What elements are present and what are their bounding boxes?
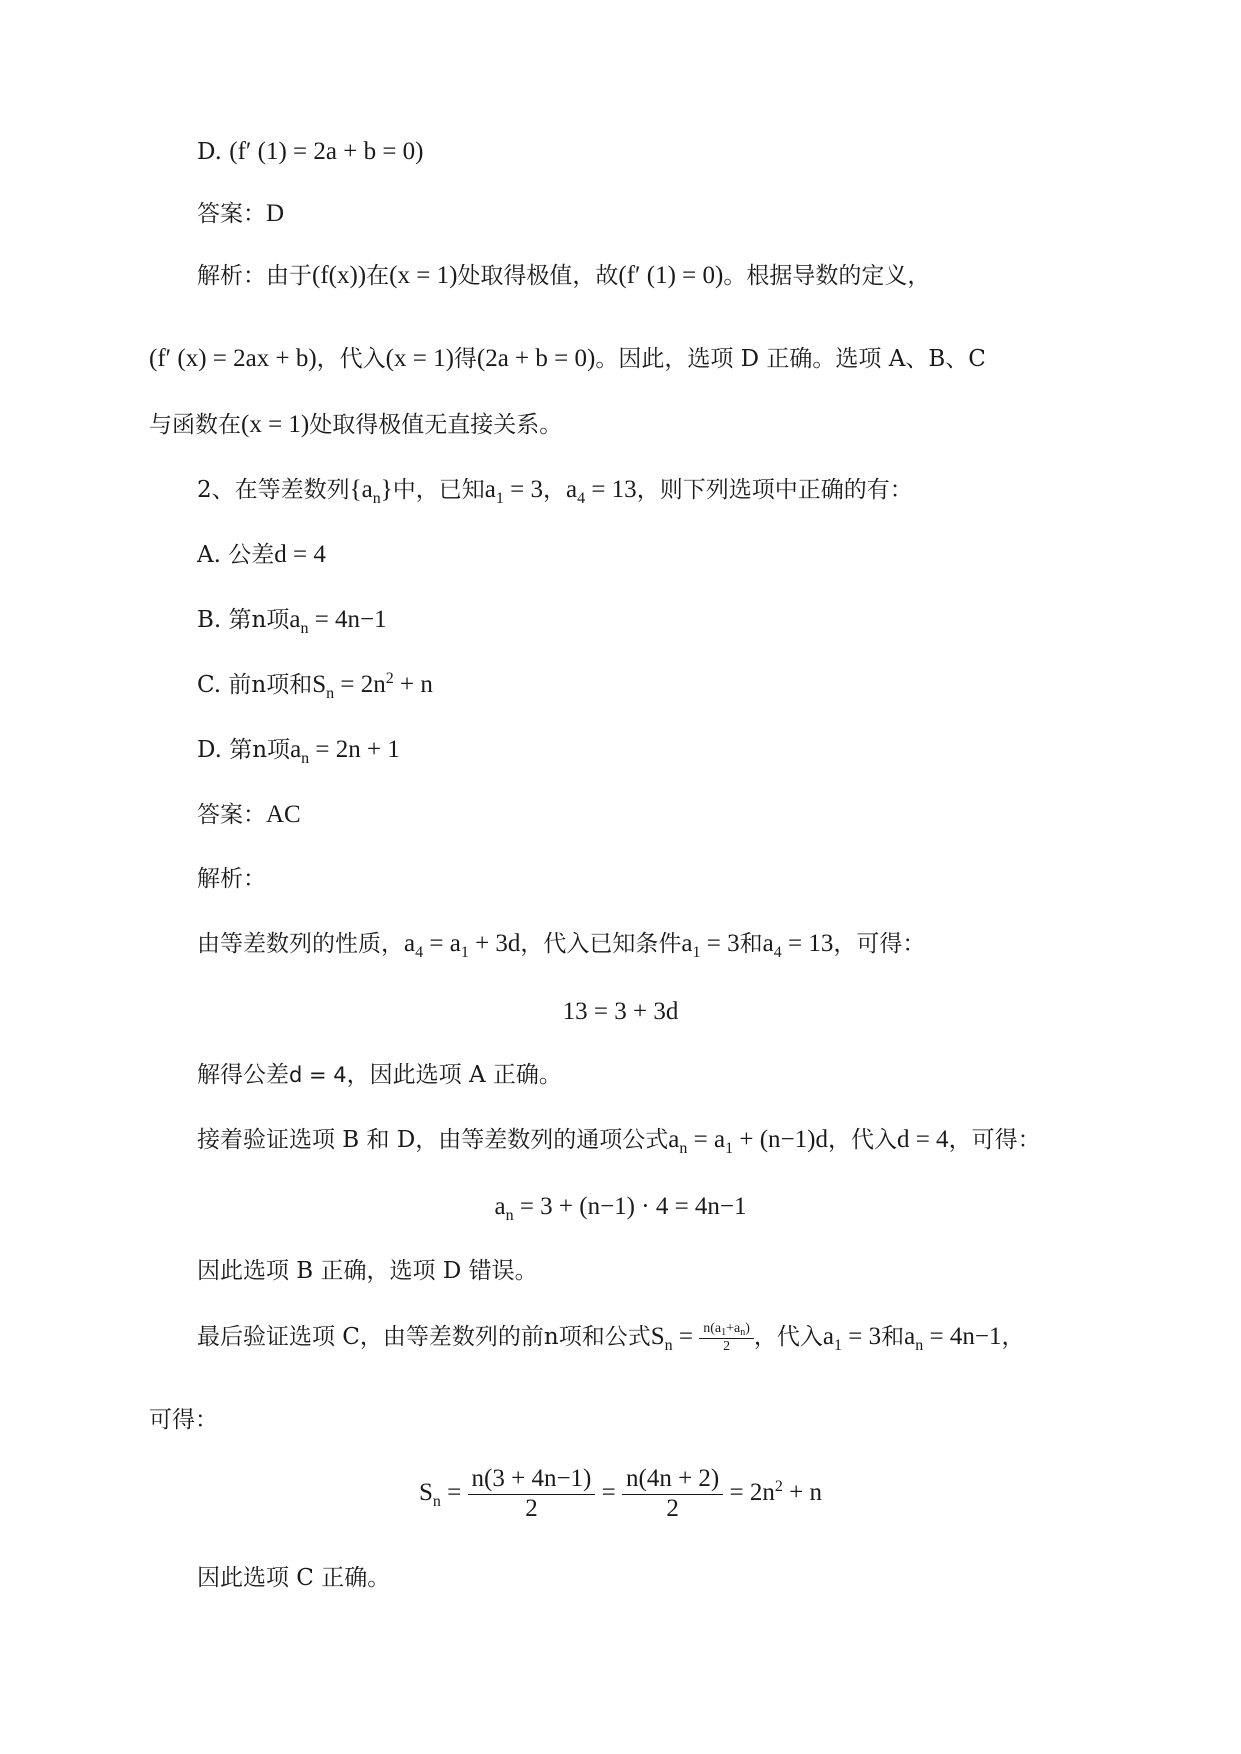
text: 中，已知 [392,477,485,503]
math: (x = 1) [389,262,458,289]
text: ， [542,477,566,503]
option-label: D. 第n项 [197,737,291,763]
fraction-numerator: n(4n + 2) [622,1465,723,1495]
math-part: = a [687,1126,726,1153]
math [822,1323,882,1354]
math-part: a [565,476,578,503]
math-part: = 4n−1 [308,606,387,633]
math-part: = a [423,930,461,957]
equation-3 [0,1465,1241,1524]
text: 与函数在 [149,412,241,438]
equation-text: 13 = 3 + 3d [562,998,679,1025]
text: 处取得极值，故 [457,263,619,289]
option-expr: (f′ (1) = 2a + b = 0) [229,138,424,165]
math-part: a [822,1323,835,1350]
q1-explanation-line3 [149,408,562,442]
math-part: = 2n [334,671,386,698]
option-label: A. 公差 [197,542,275,568]
fraction [699,1321,754,1354]
q2-option-a [197,538,326,572]
math: d = 4 [896,1126,949,1153]
math-part: a [681,930,693,957]
answer-label: 答案： [197,201,266,227]
math [668,1126,828,1157]
q2-stem [197,473,913,507]
subscript: 1 [721,1327,727,1339]
subscript: n [432,1492,441,1510]
math-part: = [595,1478,622,1506]
math-part: a [668,1126,680,1153]
q1-answer [197,197,284,231]
text: ，可得： [833,931,926,957]
math [650,1323,700,1354]
math [904,1323,1002,1354]
text: ，代入 [753,1324,823,1350]
math-part: = 3 [503,476,543,503]
option-expr [290,736,400,767]
subscript: 4 [415,944,424,961]
math-part: = 2n + 1 [309,736,400,763]
subscript: n [372,490,381,507]
subscript: n [301,750,310,767]
q2-paragraph-1 [197,927,925,961]
math-part: = 13 [585,476,637,503]
option-label: D. [197,139,222,165]
q2-paragraph-2 [197,1058,562,1092]
q2-option-d [197,733,400,767]
text: 和 [739,931,763,957]
text: 得 [453,346,477,372]
fraction-denominator: 2 [525,1494,538,1522]
math: (x = 1) [241,411,310,438]
q2-analysis-label [197,862,266,896]
text: 。根据导数的定义， [723,263,931,289]
superscript: 2 [385,670,394,687]
text: 由等差数列的性质， [197,931,404,957]
math: (f′ (x) = 2ax + b) [149,345,317,372]
math-part: S [650,1323,665,1350]
text: ， [1001,1324,1025,1350]
math [484,476,543,507]
text: ，代入已知条件 [520,931,682,957]
q2-option-c [197,668,433,702]
q1-explanation-line1 [197,259,930,293]
subscript: n [679,1140,688,1157]
text: ，因此选项 A 正确。 [346,1062,562,1088]
subscript: n [326,685,335,702]
fraction-numerator: n(3 + 4n−1) [468,1465,596,1495]
q2-paragraph-4 [197,1254,538,1288]
answer-value: AC [266,801,301,828]
option-expr [312,670,433,702]
math [681,930,740,961]
fraction [468,1465,596,1524]
text: 最后验证选项 C，由等差数列的前n项和公式 [197,1324,651,1350]
text: ，可得： [948,1127,1041,1153]
math-part: = 2n [723,1478,775,1506]
math-part: + n [782,1478,822,1506]
math-part: ) [745,1321,750,1337]
math-part: = 3 + (n−1) · 4 = 4n−1 [513,1193,747,1220]
text: 解析：由于 [197,263,312,289]
math [404,930,521,961]
subscript: n [505,1207,514,1224]
q2-paragraph-3 [197,1123,1041,1157]
q2-answer [197,798,301,832]
math-part: = [672,1323,700,1350]
text: 可得： [149,1407,218,1433]
math [762,930,834,961]
fraction-denominator: 2 [666,1494,679,1522]
text: 解析： [197,866,266,892]
subscript: n [664,1337,673,1354]
math [565,476,637,507]
math-part: a [904,1323,916,1350]
math-part: + n [393,671,433,698]
fraction-denominator: 2 [723,1338,731,1354]
subscript: n [740,1327,746,1339]
equation-text [419,1465,822,1522]
equation-2 [0,1190,1241,1224]
text: 。因此，选项 D 正确。选项 A、B、C [595,346,986,372]
subscript: 1 [460,944,469,961]
math: (x = 1) [385,345,454,372]
math-part: {a [349,476,373,503]
text: 解得公差 [197,1062,289,1088]
text: 接着验证选项 B 和 D，由等差数列的通项公式 [197,1127,669,1153]
math-part: = 3 [700,930,740,957]
answer-label: 答案： [197,802,266,828]
fraction-numerator [699,1321,754,1338]
math-part: a [404,930,416,957]
math-part: = 13 [781,930,834,957]
option-label: B. 第n项 [197,607,290,633]
text: 处取得极值无直接关系。 [309,412,563,438]
text: ，则下列选项中正确的有： [636,477,913,503]
math-part: a [290,736,302,763]
text: 因此选项 C 正确。 [197,1565,391,1591]
math-part: = 4n−1 [923,1323,1002,1350]
math-part: + 3d [468,930,521,957]
math-part: = 3 [842,1323,882,1350]
q2-option-b [197,603,387,637]
text: 2、在等差数列 [197,477,350,503]
math-part: a [289,606,301,633]
math [349,476,393,507]
text: ，代入 [827,1127,897,1153]
math-part: S [312,671,327,698]
text: 和 [881,1324,905,1350]
math: d = 4 [289,1063,347,1087]
text: ，代入 [316,346,386,372]
equation-1 [0,995,1241,1029]
subscript: 4 [577,490,586,507]
math-part: } [380,476,393,503]
math-part: S [419,1478,433,1506]
subscript: 4 [773,944,782,961]
option-label: C. 前n项和 [197,672,313,698]
equation-text [494,1193,747,1224]
q2-paragraph-5 [197,1320,1024,1355]
option-expr [289,606,387,637]
math-part: a [762,930,774,957]
q2-paragraph-6 [149,1403,218,1437]
math: (f(x)) [312,262,367,289]
subscript: 1 [692,944,701,961]
math: (2a + b = 0) [476,345,596,372]
math-part: + (n−1)d [733,1126,828,1153]
q2-paragraph-7 [197,1561,390,1595]
math-part: = [440,1478,468,1506]
option-expr: d = 4 [274,541,326,568]
q1-option-d [197,135,424,169]
text: 在 [366,263,390,289]
subscript: 1 [834,1337,843,1354]
math-part: a [494,1193,506,1220]
math: (f′ (1) = 0) [618,262,724,289]
subscript: 1 [495,490,504,507]
superscript: 2 [774,1477,783,1495]
math-part: n(a [703,1321,722,1337]
subscript: n [915,1337,924,1354]
subscript: 1 [725,1140,734,1157]
q1-explanation-line2 [149,342,986,376]
text: 因此选项 B 正确，选项 D 错误。 [197,1258,538,1284]
math-part: +a [726,1321,741,1337]
subscript: n [300,620,309,637]
answer-value: D [266,200,285,227]
math-part: a [484,476,496,503]
fraction [622,1465,723,1524]
